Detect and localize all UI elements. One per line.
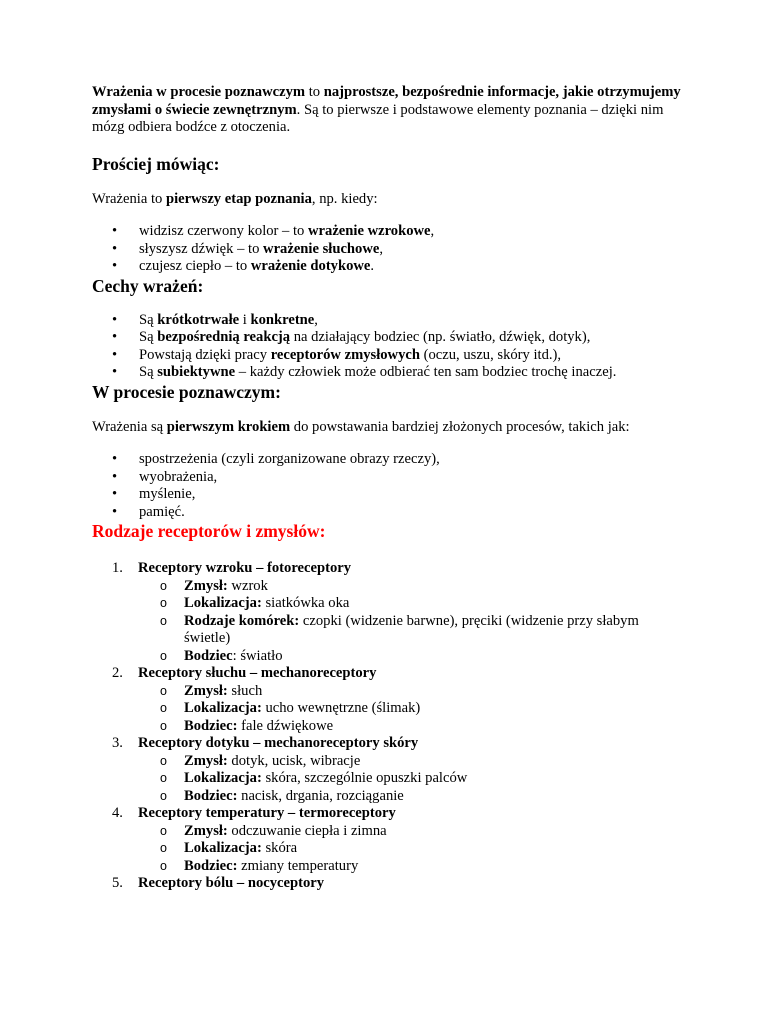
detail-label: Zmysł: xyxy=(184,752,228,769)
item-bold: krótkotrwałe xyxy=(157,311,240,328)
heading-process: W procesie poznawczym: xyxy=(92,381,281,402)
item-bold: bezpośrednią reakcją xyxy=(157,329,291,345)
sub-bullet-icon: o xyxy=(160,753,167,768)
detail-item xyxy=(138,753,682,771)
receptor-item xyxy=(92,665,682,735)
detail-label: Bodziec: xyxy=(184,857,238,874)
detail-text: fale dźwiękowe xyxy=(237,717,334,734)
intro-text: . Są to pierwsze i podstawowe elementy poznania – dzięki nim mózg odbiera bodźce z otoczenia. xyxy=(92,101,664,135)
receptor-title: Receptory temperatury – termoreceptory xyxy=(138,805,396,821)
process-bold: pierwszym krokiem xyxy=(166,418,291,435)
list-item xyxy=(92,241,682,259)
detail-label: Bodziec xyxy=(184,647,233,664)
receptor-item xyxy=(92,735,682,805)
detail-item xyxy=(138,648,682,666)
heading-receptors: Rodzaje receptorów i zmysłów: xyxy=(92,521,326,541)
examples-list xyxy=(92,223,682,276)
detail-text: skóra xyxy=(261,840,298,856)
detail-text: czopki (widzenie barwne), pręciki (widzenie przy słabym świetle) xyxy=(184,612,639,646)
sub-bullet-icon: o xyxy=(160,841,167,855)
list-item xyxy=(92,258,682,276)
item-text: , xyxy=(379,240,384,257)
receptor-details xyxy=(138,823,682,876)
detail-text: wzrok xyxy=(227,577,268,594)
list-item: • spostrzeżenia (czyli zorganizowane obrazy rzeczy), xyxy=(92,451,682,469)
receptor-item xyxy=(92,875,682,893)
sub-bullet-icon: o xyxy=(160,683,167,698)
list-item: • pamięć. xyxy=(92,504,682,522)
item-bold: receptorów zmysłowych xyxy=(270,346,420,363)
detail-text: siatkówka oka xyxy=(261,595,350,611)
receptor-title: Receptory dotyku – mechanoreceptory skóry xyxy=(138,735,419,751)
document-body xyxy=(92,84,682,893)
item-bold: wrażenie słuchowe xyxy=(263,240,380,257)
receptor-title: Receptory wzroku – fotoreceptory xyxy=(138,560,352,576)
list-item: • myślenie, xyxy=(92,486,682,504)
sub-bullet-icon: o xyxy=(160,718,167,733)
heading-simply: Prościej mówiąc: xyxy=(92,153,220,174)
intro-bold-definition: najprostsze, bezpośrednie informacje, jakie otrzymujemy zmysłami o świecie zewnętrznym xyxy=(92,84,681,118)
sub-bullet-icon: o xyxy=(160,613,167,628)
sub-bullet-icon: o xyxy=(160,771,167,785)
list-item xyxy=(92,364,682,382)
item-text: i xyxy=(239,311,251,328)
sub-bullet-icon: o xyxy=(160,648,167,663)
detail-label: Zmysł: xyxy=(184,682,228,699)
detail-item xyxy=(138,595,682,613)
item-text: (oczu, uszu, skóry itd.), xyxy=(420,346,562,363)
sub-bullet-icon: o xyxy=(160,596,167,610)
item-number: 2. xyxy=(112,665,123,681)
item-bold: wrażenie dotykowe xyxy=(250,258,371,274)
item-text: , xyxy=(314,311,318,328)
detail-item xyxy=(138,718,682,736)
receptor-item xyxy=(92,560,682,665)
list-item xyxy=(92,347,682,365)
detail-text: skóra, szczególnie opuszki palców xyxy=(261,770,468,786)
detail-item xyxy=(138,858,682,876)
detail-item xyxy=(138,823,682,841)
item-text: , xyxy=(430,223,435,239)
item-text: widzisz czerwony kolor – to xyxy=(139,223,308,239)
item-text: słyszysz dźwięk – to xyxy=(139,240,264,257)
sub-bullet-icon: o xyxy=(160,788,167,803)
detail-item xyxy=(138,770,682,788)
simply-text: , np. kiedy: xyxy=(311,190,378,207)
receptor-details xyxy=(138,683,682,736)
detail-label: Lokalizacja: xyxy=(184,840,262,856)
item-number: 5. xyxy=(112,875,123,891)
process-paragraph xyxy=(92,419,682,437)
sub-bullet-icon: o xyxy=(160,578,167,593)
item-number: 1. xyxy=(112,560,123,576)
process-text: Wrażenia są xyxy=(92,418,167,435)
list-item: • wyobrażenia, xyxy=(92,469,682,487)
detail-item xyxy=(138,840,682,858)
detail-label: Lokalizacja: xyxy=(184,770,262,786)
process-list xyxy=(92,451,682,521)
receptor-details xyxy=(138,753,682,806)
sub-bullet-icon: o xyxy=(160,701,167,715)
list-item xyxy=(92,223,682,241)
intro-bold-term: Wrażenia w procesie poznawczym xyxy=(92,84,306,100)
sub-bullet-icon: o xyxy=(160,823,167,838)
item-text: . xyxy=(370,258,375,274)
item-text: Powstają dzięki pracy xyxy=(139,346,271,363)
item-text: Są xyxy=(139,311,158,328)
detail-text: dotyk, ucisk, wibracje xyxy=(227,752,361,769)
detail-item xyxy=(138,788,682,806)
detail-label: Rodzaje komórek: xyxy=(184,612,300,629)
item-number: 4. xyxy=(112,805,123,821)
item-text: czujesz ciepło – to xyxy=(139,258,251,274)
receptor-title: Receptory bólu – nocyceptory xyxy=(138,875,325,891)
detail-label: Lokalizacja: xyxy=(184,595,262,611)
item-number: 3. xyxy=(112,735,123,751)
detail-text: : światło xyxy=(232,647,283,664)
receptor-details xyxy=(138,578,682,666)
item-text: Są xyxy=(139,364,158,380)
detail-text: odczuwanie ciepła i zimna xyxy=(227,822,387,839)
detail-label: Zmysł: xyxy=(184,822,228,839)
detail-item xyxy=(138,613,682,648)
receptor-item xyxy=(92,805,682,875)
simply-bold: pierwszy etap poznania xyxy=(165,190,312,207)
detail-item xyxy=(138,683,682,701)
item-text: na działający bodziec (np. światło, dźwięk, dotyk), xyxy=(290,329,591,345)
receptors-list xyxy=(92,560,682,893)
item-bold: subiektywne xyxy=(157,364,236,380)
receptor-title: Receptory słuchu – mechanoreceptory xyxy=(138,665,377,681)
detail-label: Bodziec: xyxy=(184,717,238,734)
process-text: do powstawania bardziej złożonych procesów, takich jak: xyxy=(290,418,630,435)
item-bold: wrażenie wzrokowe xyxy=(308,223,431,239)
item-text: – każdy człowiek może odbierać ten sam bodziec trochę inaczej. xyxy=(235,364,617,380)
detail-text: słuch xyxy=(227,682,263,699)
list-item xyxy=(92,329,682,347)
detail-item xyxy=(138,700,682,718)
detail-text: nacisk, drgania, rozciąganie xyxy=(237,787,404,804)
item-bold: konkretne xyxy=(250,311,315,328)
item-text: Są xyxy=(139,329,158,345)
intro-text: to xyxy=(305,84,324,100)
intro-paragraph xyxy=(92,84,682,137)
sub-bullet-icon: o xyxy=(160,858,167,873)
detail-text: ucho wewnętrzne (ślimak) xyxy=(261,700,421,716)
detail-label: Bodziec: xyxy=(184,787,238,804)
detail-label: Zmysł: xyxy=(184,577,228,594)
features-list xyxy=(92,312,682,382)
simply-text: Wrażenia to xyxy=(92,190,166,207)
simply-paragraph xyxy=(92,191,682,209)
detail-text: zmiany temperatury xyxy=(237,857,359,874)
detail-item xyxy=(138,578,682,596)
list-item xyxy=(92,312,682,330)
heading-features: Cechy wrażeń: xyxy=(92,275,204,296)
detail-label: Lokalizacja: xyxy=(184,700,262,716)
